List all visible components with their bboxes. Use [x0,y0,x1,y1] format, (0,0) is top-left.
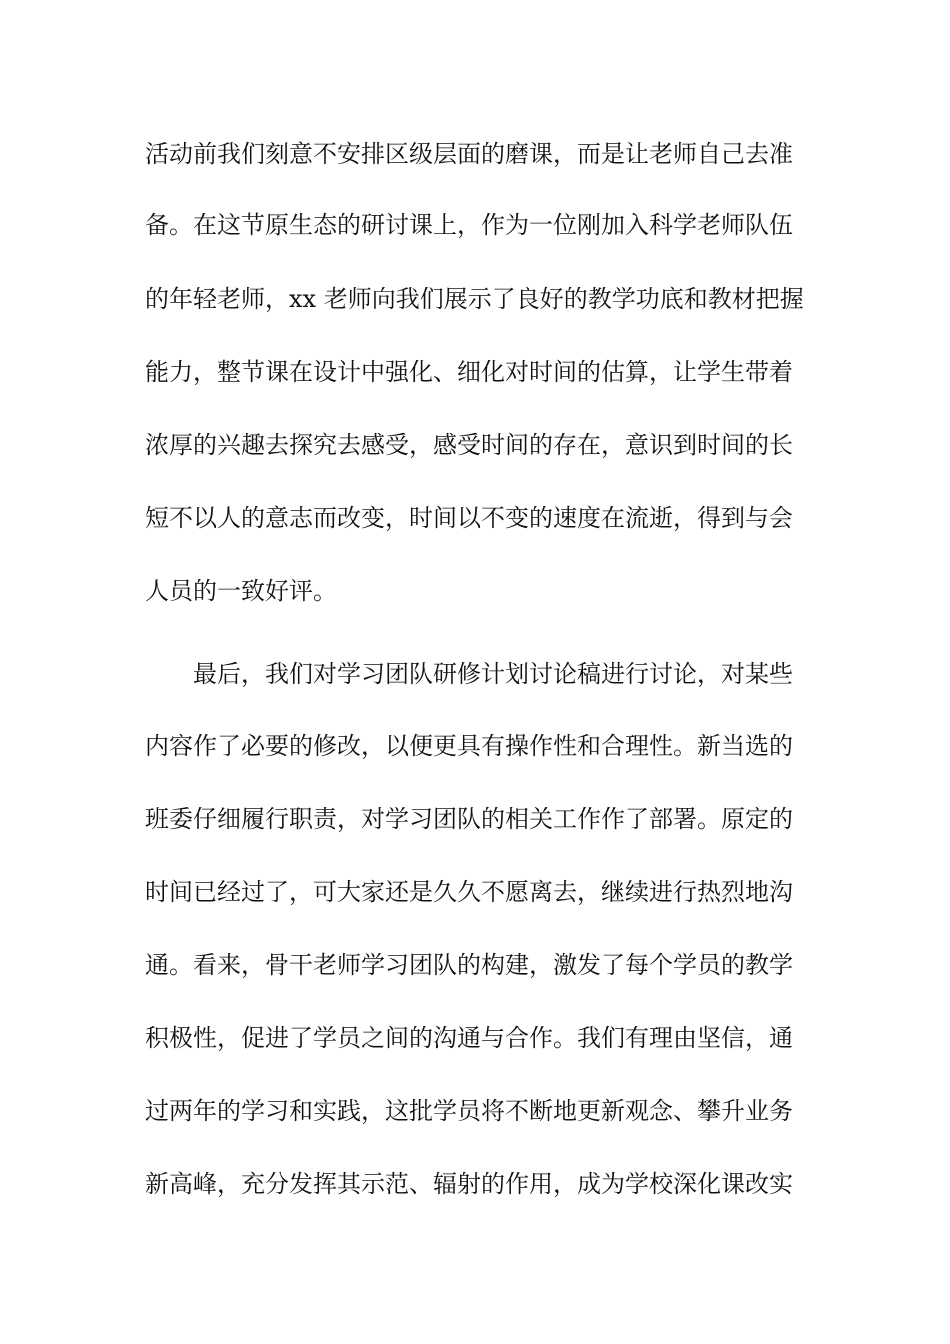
text-line: 时间已经过了，可大家还是久久不愿离去，继续进行热烈地沟 [145,878,793,906]
text-line: 班委仔细履行职责，对学习团队的相关工作作了部署。原定的 [145,805,793,833]
text-line: 过两年的学习和实践，这批学员将不断地更新观念、攀升业务 [145,1097,793,1125]
text-line: 通。看来，骨干老师学习团队的构建，激发了每个学员的教学 [145,951,793,979]
text-line: 浓厚的兴趣去探究去感受，感受时间的存在，意识到时间的长 [145,431,793,459]
text-line: 活动前我们刻意不安排区级层面的磨课，而是让老师自己去准 [145,140,793,168]
text-line: 内容作了必要的修改，以便更具有操作性和合理性。新当选的 [145,732,793,760]
text-line: 的年轻老师，xx 老师向我们展示了良好的教学功底和教材把握 [145,285,804,313]
text-line: 新高峰，充分发挥其示范、辐射的作用，成为学校深化课改实 [145,1170,793,1198]
paragraph-start-line: 最后，我们对学习团队研修计划讨论稿进行讨论，对某些 [145,660,793,688]
text-line: 短不以人的意志而改变，时间以不变的速度在流逝，得到与会 [145,504,793,532]
text-line: 积极性，促进了学员之间的沟通与合作。我们有理由坚信，通 [145,1024,793,1052]
text-line: 能力，整节课在设计中强化、细化对时间的估算，让学生带着 [145,358,793,386]
text-line: 备。在这节原生态的研讨课上，作为一位刚加入科学老师队伍 [145,211,793,239]
text-line: 人员的一致好评。 [145,577,337,605]
